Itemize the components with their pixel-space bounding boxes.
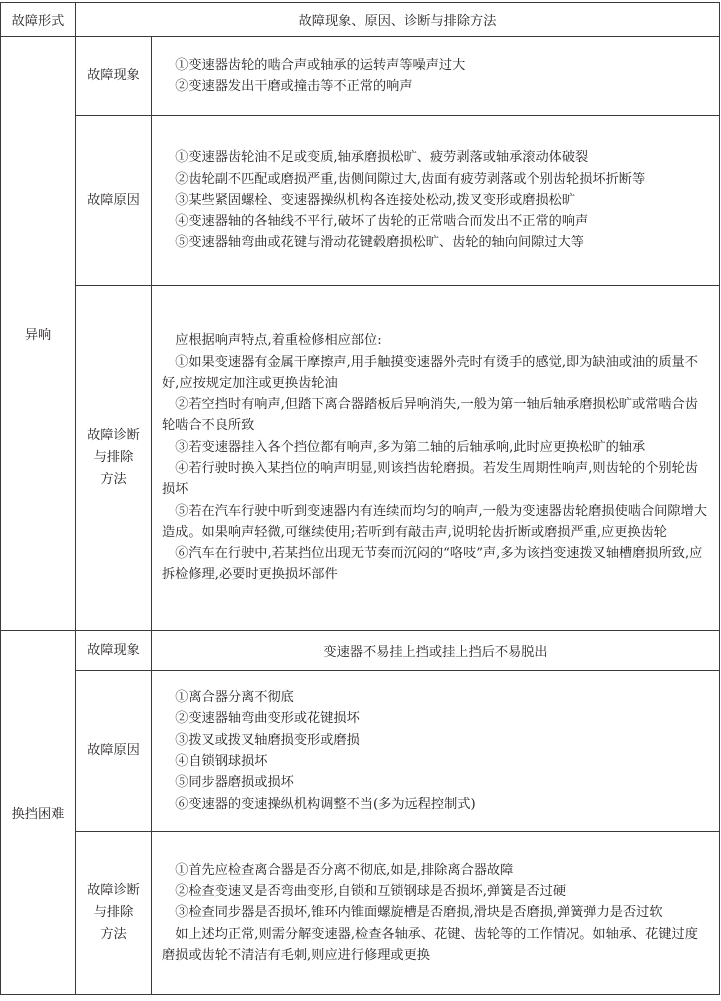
content-line: ②齿轮副不匹配或磨损严重,齿侧间隙过大,齿面有疲劳剥落或个别齿轮损坏折断等 — [175, 171, 646, 187]
content-line: ⑤若在汽车行驶中听到变速器内有连续而均匀的响声,一般为变速器齿轮磨损使啮合间隙增大造成。如果响声轻微,可继续使用;若听到有敲击声,说明轮齿折断或磨损严重,应更换齿轮 — [162, 503, 707, 540]
content-line: ⑥变速器的变速操纵机构调整不当(多为远程控制式) — [175, 796, 476, 812]
table-row — [1, 631, 720, 671]
table-row — [1, 116, 720, 286]
content-line: ③若变速器挂入各个挡位都有响声,多为第二轴的后轴承响,此时应更换松旷的轴承 — [175, 439, 646, 455]
content-line: ⑥汽车在行驶中,若某挡位出现无节奏而沉闷的“咯吱”声,多为该挡变速拨叉轴槽磨损所致,应拆检修理,必要时更换损坏部件 — [162, 546, 703, 583]
row-label — [76, 286, 152, 631]
row-label: 故障现象 — [76, 631, 152, 671]
row-label — [76, 832, 152, 995]
row-label-line: 与排除 — [93, 450, 134, 465]
row-label: 故障原因 — [76, 116, 152, 286]
fault-type-shift-difficulty: 换挡困难 — [1, 631, 76, 995]
content-line: ①变速器齿轮油不足或变质,轴承磨损松旷、疲劳剥落或轴承滚动体破裂 — [175, 150, 589, 166]
content-line: ②变速器轴弯曲变形或花键损坏 — [175, 711, 360, 727]
row-content — [152, 671, 720, 832]
table-row — [1, 37, 720, 116]
content-line: ④变速器轴的各轴线不平行,破坏了齿轮的正常啮合而发出不正常的响声 — [175, 214, 589, 230]
row-content — [152, 832, 720, 995]
content-line: 应根据响声特点,着重检修相应部位: — [175, 333, 382, 349]
table-row — [1, 286, 720, 631]
content-line: ①首先应检查离合器是否分离不彻底,如是,排除离合器故障 — [175, 862, 514, 878]
row-content — [152, 286, 720, 631]
table-header-row — [1, 3, 720, 37]
table-row — [1, 671, 720, 832]
content-line: ③拨叉或拨叉轴磨损变形或磨损 — [175, 732, 360, 748]
table-row — [1, 832, 720, 995]
content-line: ①离合器分离不彻底 — [175, 690, 294, 706]
row-label-line: 方法 — [100, 927, 127, 942]
row-label-line: 故障诊断 — [87, 428, 140, 443]
content-line: 如上述均正常,则需分解变速器,检查各轴承、花键、齿轮等的工作情况。如轴承、花键过度磨损或齿轮不清洁有毛刺,则应进行修理或更换 — [162, 926, 698, 963]
content-line: ②若空挡时有响声,但踏下离合器踏板后异响消失,一般为第一轴后轴承磨损松旷或常啮合齿轮啮合不良所致 — [162, 397, 698, 434]
row-label: 故障原因 — [76, 671, 152, 832]
content-line: ④自锁钢球损坏 — [175, 754, 268, 769]
row-label-line: 故障诊断 — [87, 883, 140, 898]
content-line: ⑤同步器磨损或损坏 — [175, 775, 294, 791]
content-line: ③某些紧固螺栓、变速器操纵机构各连接处松动,拨叉变形或磨损松旷 — [175, 192, 576, 208]
fault-type-noise: 异响 — [1, 37, 76, 631]
row-content: 变速器不易挂上挡或挂上挡后不易脱出 — [152, 631, 720, 671]
content-line: ④若行驶时换入某挡位的响声明显,则该挡齿轮磨损。若发生周期性响声,则齿轮的个别轮齿损坏 — [162, 461, 698, 498]
content-line: ②变速器发出干磨或撞击等不正常的响声 — [175, 79, 413, 94]
row-label: 故障现象 — [76, 37, 152, 116]
content-line: ⑤变速器轴弯曲或花键与滑动花键毂磨损松旷、齿轮的轴向间隙过大等 — [175, 235, 584, 251]
content-line: ③检查同步器是否损坏,锥环内锥面螺旋槽是否磨损,滑块是否磨损,弹簧弹力是否过软 — [175, 905, 663, 921]
content-line: ①如果变速器有金属干摩擦声,用手触摸变速器外壳时有烫手的感觉,即为缺油或油的质量不好,应按规定加注或更换齿轮油 — [162, 354, 698, 391]
row-label-line: 方法 — [100, 472, 127, 487]
fault-table — [0, 2, 720, 995]
row-content — [152, 116, 720, 286]
header-fault-details: 故障现象、原因、诊断与排除方法 — [76, 3, 720, 37]
content-line: ②检查变速叉是否弯曲变形,自锁和互锁钢球是否损坏,弹簧是否过硬 — [175, 884, 567, 900]
row-label-line: 与排除 — [93, 905, 134, 920]
content-line: ①变速器齿轮的啮合声或轴承的运转声等噪声过大 — [175, 57, 466, 73]
header-fault-type: 故障形式 — [1, 3, 76, 37]
row-content — [152, 37, 720, 116]
